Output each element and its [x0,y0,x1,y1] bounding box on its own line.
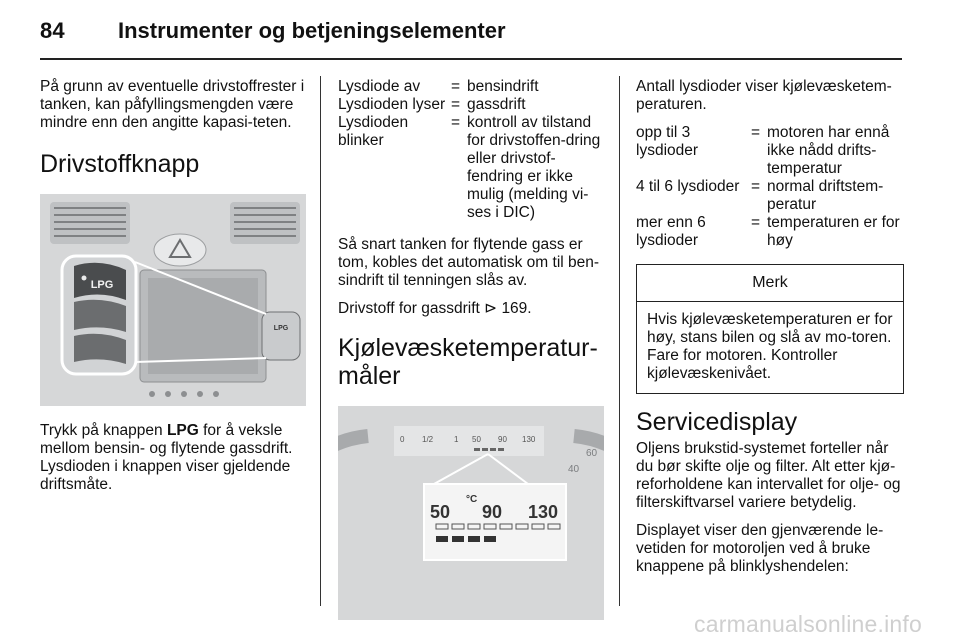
definition-row: Lysdiode av = bensindrift [338,78,539,95]
temp-big-label: 90 [482,502,503,522]
section-heading-service-display: Servicedisplay [636,408,798,436]
temp-unit-label: °C [466,494,478,505]
lpg-big-label: LPG [90,279,114,291]
temp-scale-label: 90 [498,435,507,444]
lpg-button-illustration [40,194,306,406]
column-3 [636,78,904,586]
temp-big-label: 130 [528,502,559,522]
fuel-scale-label: 1/2 [422,435,434,444]
column-divider [320,76,321,606]
definition-row: 4 til 6 lysdioder = normal driftstem-peratur [636,178,884,213]
fuel-reference-paragraph: Drivstoff for gassdrift ⊳ 169. [338,300,532,317]
note-body: Hvis kjølevæsketemperaturen er for høy, stans bilen og slå av mo-toren. Fare for motoren. Kontroller kjølevæskenivået. [647,311,893,382]
lpg-small-label: LPG [273,325,289,332]
service-paragraph-2: Displayet viser den gjenværende le-vetiden for motoroljen ved å bruke knappene på blinklyshendelen: [636,522,884,575]
note-title: Merk [637,265,903,302]
column-1 [40,78,306,504]
led-definition-list [338,78,604,222]
right-dial-label: 60 [586,448,598,459]
coolant-gauge-illustration [338,406,604,620]
intro-paragraph: På grunn av eventuelle drivstoffrester i tanken, kan påfyllingsmengden være mindre enn den angitte kapasi-teten. [40,78,305,131]
right-dial-label: 40 [568,464,580,475]
fuel-scale-label: 0 [400,435,405,444]
column-2 [338,78,604,620]
temp-scale-label: 130 [522,435,536,444]
auto-switch-paragraph: Så snart tanken for flytende gass er tom, kobles det automatisk om til ben-sindrift til tenningen slås av. [338,236,600,289]
temperature-definition-list [636,124,904,250]
page-header: Instrumenter og betjeningselementer [118,18,506,43]
watermark: carmanualsonline.info [694,611,922,637]
definition-row: Lysdioden lyser = gassdrift [338,96,526,113]
section-heading-fuel-button: Drivstoffknapp [40,150,200,178]
definition-row: mer enn 6 lysdioder = temperaturen er for høy [636,214,900,249]
lpg-bold-text: LPG [166,422,199,439]
note-box [636,264,904,394]
header-rule [40,58,902,60]
column-divider [619,76,620,606]
definition-row: opp til 3 lysdioder = motoren har ennå ikke nådd drifts-temperatur [636,124,890,177]
page-number: 84 [40,18,65,43]
fuel-scale-label: 1 [454,435,459,444]
definition-row: Lysdioden blinker = kontroll av tilstand for drivstoffen-dring eller drivstof-fendring er ikke mulig (melding vi-ses i DIC) [338,114,601,221]
temp-scale-label: 50 [472,435,481,444]
service-paragraph-1: Oljens brukstid-systemet forteller når du bør skifte olje og filter. Alt etter kjø-reforholdene kan intervallet for olje- og filterskiftvarsel variere betydelig. [636,440,901,511]
section-heading-coolant-gauge: Kjølevæsketemperatur-måler [338,334,598,390]
temp-big-label: 50 [430,502,451,522]
led-count-intro: Antall lysdioder viser kjølevæsketem-peraturen. [636,78,892,113]
lpg-body-paragraph: Trykk på knappen LPG for å veksle mellom bensin- og flytende gassdrift. Lysdioden i knappen viser gjeldende driftsmåte. [40,422,293,493]
